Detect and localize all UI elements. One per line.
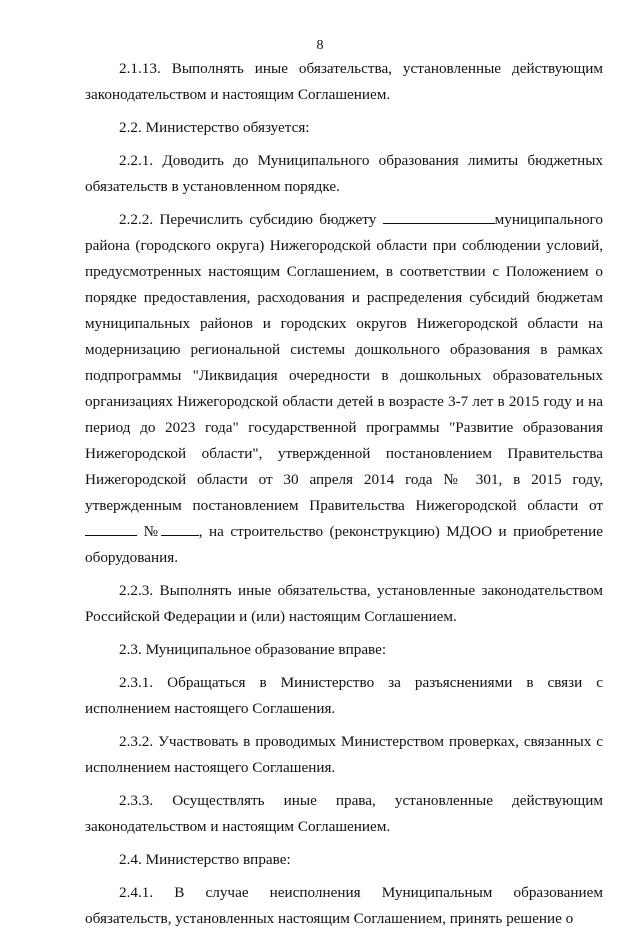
blank-municipality-name — [383, 209, 495, 224]
page-number: 8 — [316, 38, 324, 53]
clause-2-4: 2.4. Министерство вправе: — [119, 851, 291, 868]
clause-2-2: 2.2. Министерство обязуется: — [119, 119, 310, 136]
clause-2-4-1: 2.4.1. В случае неисполнения Муниципальным образованием обязательств, установленных настоящим Соглашением, принять решение о — [85, 884, 603, 927]
clause-2-2-3: 2.2.3. Выполнять иные обязательства, установленные законодательством Российской Федерации и (или) настоящим Соглашением. — [85, 582, 603, 625]
clause-2-2-1: 2.2.1. Доводить до Муниципального образования лимиты бюджетных обязательств в установленном порядке. — [85, 152, 603, 195]
clause-2-2-2-body: муниципального района (городского округа) Нижегородской области при соблюдении условий, предусмотренных настоящим Соглашением, в соответствии с Положением о порядке предоставления, расходования и распределения субсидий бюджетам муниципальных районов и городских округов Нижегородской области на модернизацию региональной системы дошкольного образования в рамках подпрограммы "Ликвидация очередности в дошкольных образовательных организациях Нижегородской области детей в возрасте 3-7 лет в 2015 году и на период до 2023 года" государственной программы "Развитие образования Нижегородской области", утвержденной постановлением Правительства Нижегородской области от 30 апреля 2014 года № 301, в 2015 году, утвержденным постановлением Правительства Нижегородской области от — [85, 211, 603, 514]
number-sign: № — [141, 523, 161, 540]
blank-resolution-date — [85, 521, 137, 536]
document-body — [85, 56, 603, 939]
clause-2-3-2: 2.3.2. Участвовать в проводимых Министерством проверках, связанных с исполнением настоящего Соглашения. — [85, 733, 603, 776]
blank-resolution-number — [161, 521, 199, 536]
clause-2-3-3: 2.3.3. Осуществлять иные права, установленные действующим законодательством и настоящим Соглашением. — [85, 792, 603, 835]
clause-2-3-1: 2.3.1. Обращаться в Министерство за разъяснениями в связи с исполнением настоящего Соглашения. — [85, 674, 603, 717]
clause-2-1-13: 2.1.13. Выполнять иные обязательства, установленные действующим законодательством и настоящим Соглашением. — [85, 60, 603, 103]
clause-2-2-2-intro: 2.2.2. Перечислить субсидию бюджету — [119, 211, 383, 228]
clause-2-2-2 — [85, 207, 603, 571]
clause-2-3: 2.3. Муниципальное образование вправе: — [119, 641, 387, 658]
clause-2-2-2-tail: , на строительство (реконструкцию) МДОО и приобретение оборудования. — [85, 523, 603, 566]
